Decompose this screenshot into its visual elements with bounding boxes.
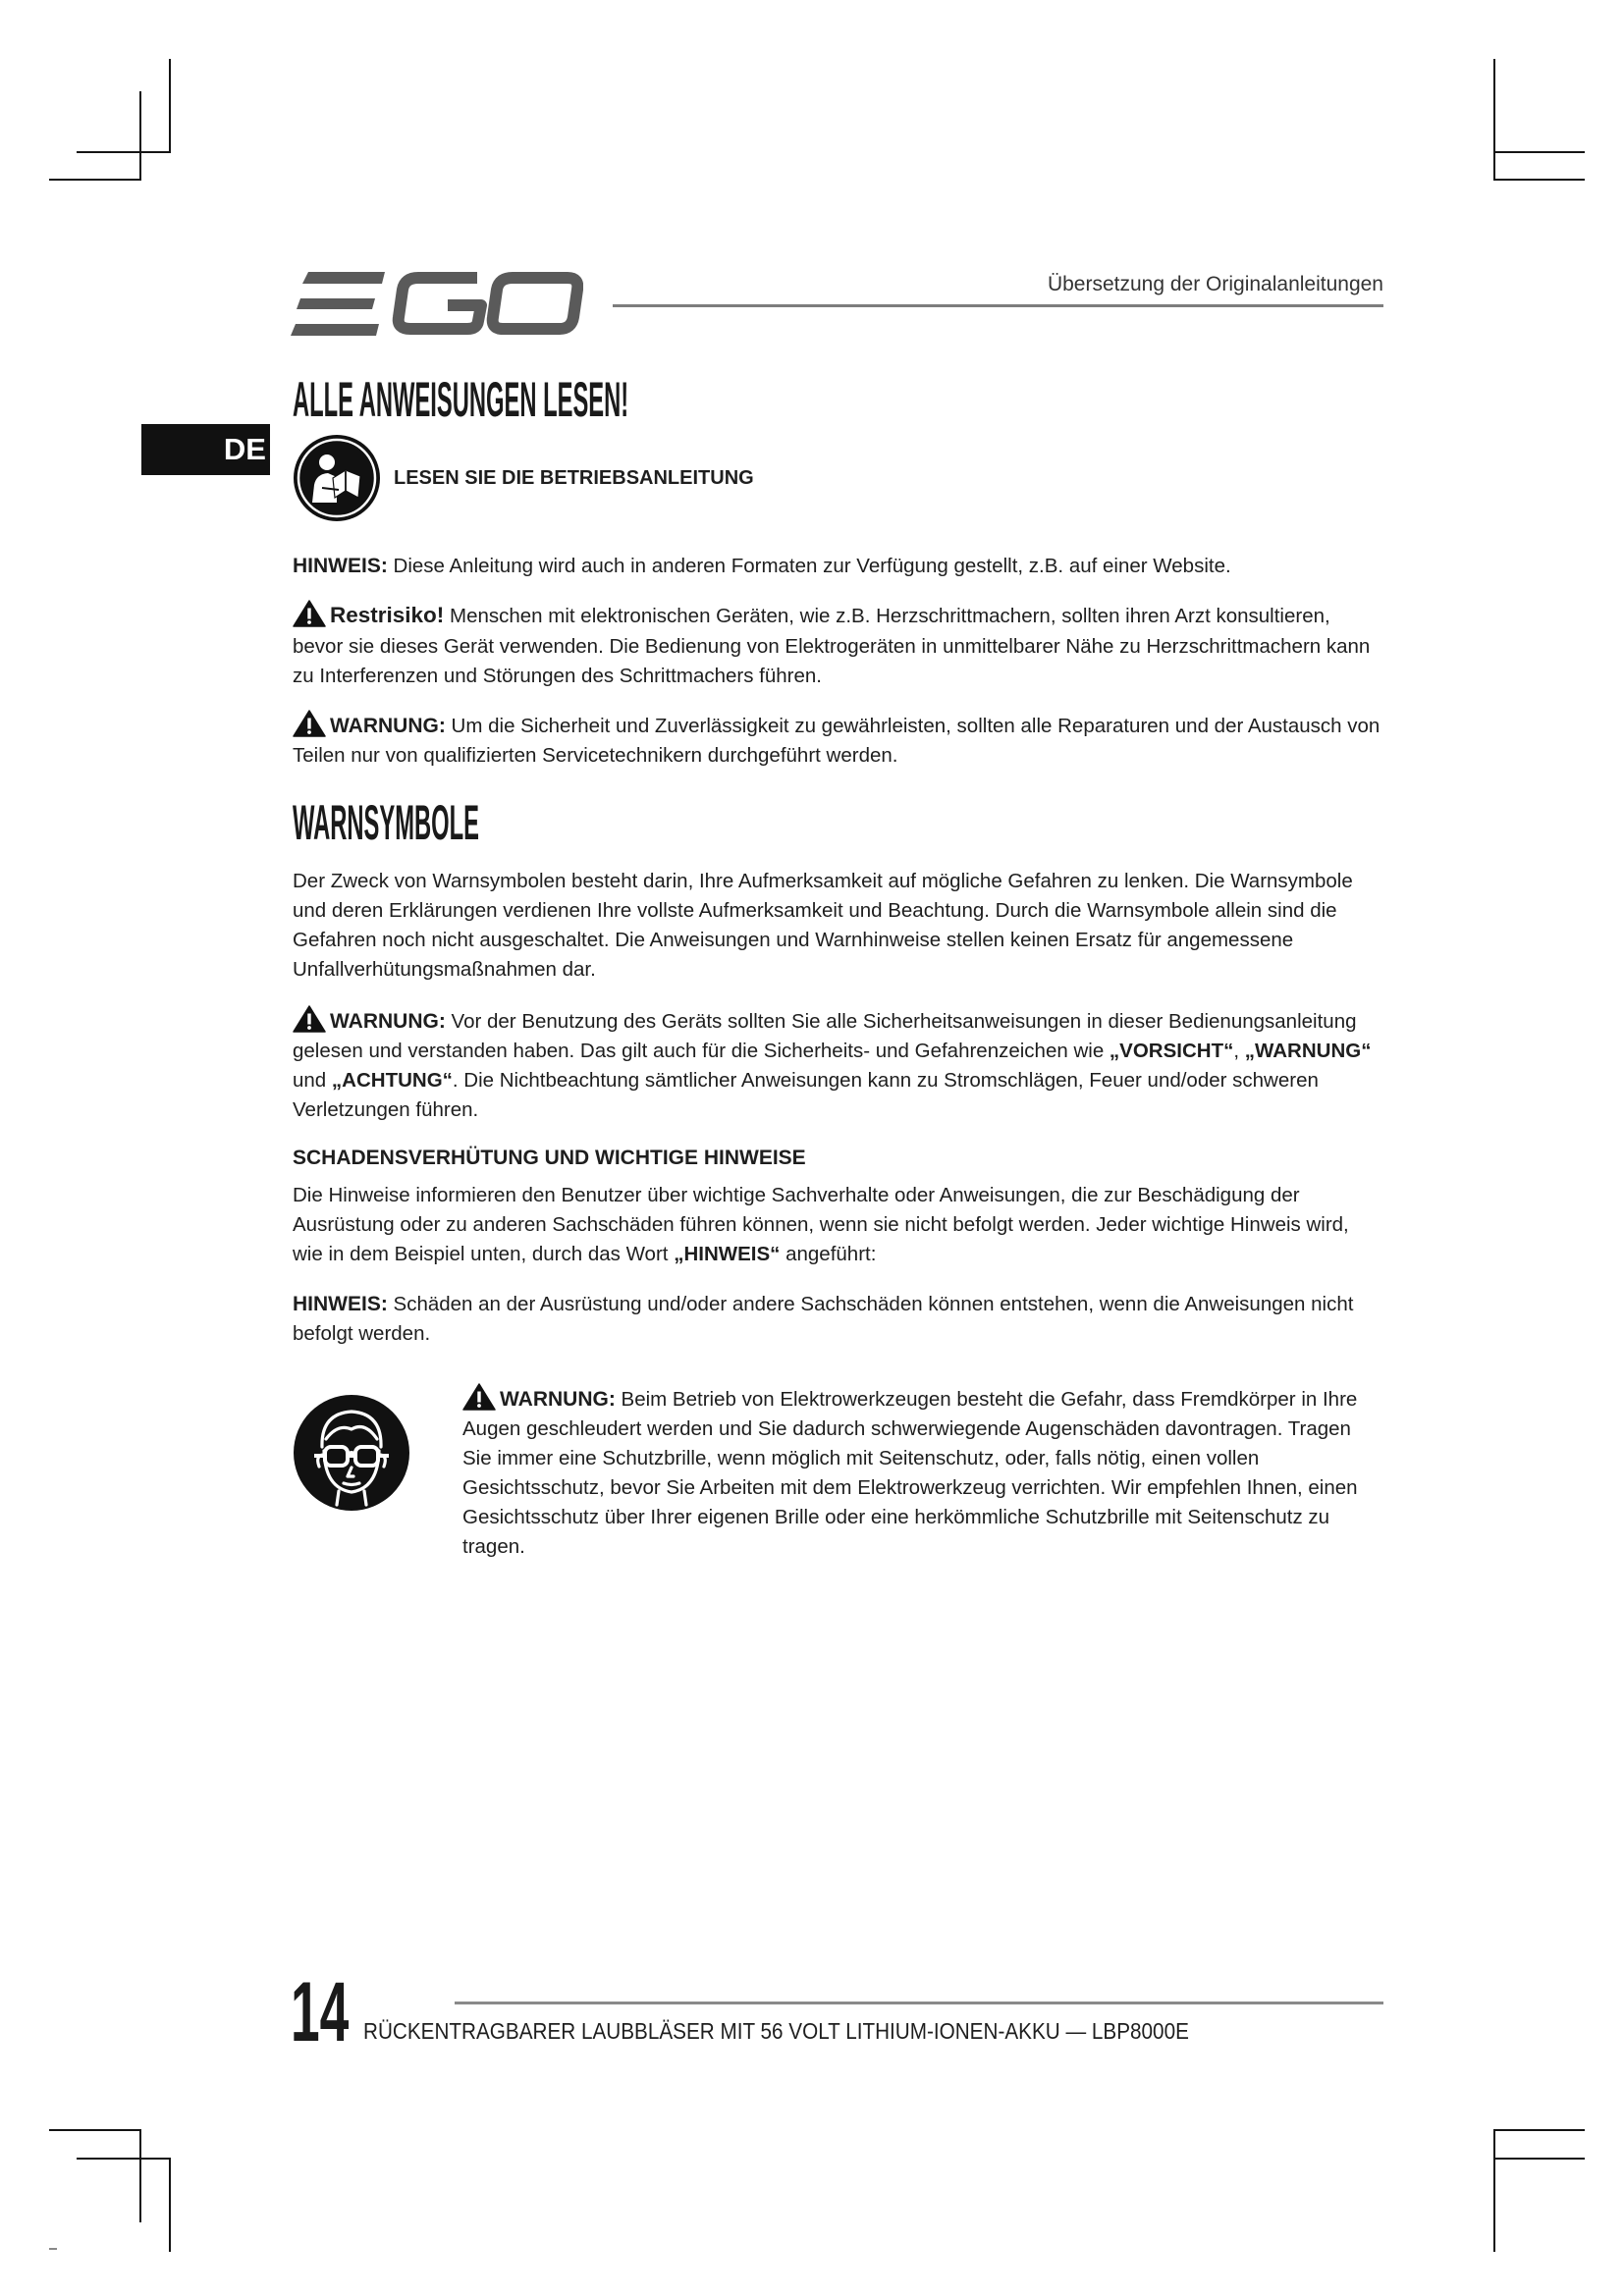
repair-warning-text: Um die Sicherheit und Zuverlässigkeit zu gewährleisten, sollten alle Reparaturen und der Austausch von Teilen nur von qualifizierten Servicetechnikern durchgeführt werden. (293, 715, 1380, 767)
warning-triangle-icon (293, 710, 326, 737)
crop-mark (77, 2158, 171, 2160)
crop-mark (1493, 2129, 1495, 2252)
crop-mark (169, 2158, 171, 2252)
damage-prevention-text (293, 1181, 1383, 1269)
manual-label: LESEN SIE DIE BETRIEBSANLEITUNG (394, 467, 754, 489)
keyword-warnung: „WARNUNG“ (1244, 1040, 1372, 1062)
header-rule (613, 304, 1383, 307)
header-subtitle: Übersetzung der Originalanleitungen (1047, 273, 1383, 295)
crop-mark (1493, 151, 1585, 153)
warning-symbols-intro: Der Zweck von Warnsymbolen besteht darin, Ihre Aufmerksamkeit auf mögliche Gefahren zu lenken. Die Warnsymbole und deren Erklärungen verdienen Ihre vollste Aufmerksamkeit und Beachtung. Durch die Warnsymbole allein sind die Gefahren noch nicht ausgeschaltet. Die Anweisungen und Warnhinweise stellen keinen Ersatz für angemessene Unfallverhütungsmaßnahmen dar. (293, 870, 1353, 981)
warning-triangle-icon (293, 1005, 326, 1033)
registration-dot (49, 2248, 57, 2250)
crop-mark (139, 91, 141, 181)
safety-warning-text: Vor der Benutzung des Geräts sollten Sie alle Sicherheitsanweisungen in dieser Bedienungsanleitung gelesen und verstanden haben. Das gilt auch für die Sicherheits- und Gefahrenzeichen wie (293, 1010, 1357, 1062)
format-notice (293, 552, 1383, 581)
notice-text: Schäden an der Ausrüstung und/oder andere Sachschäden können entstehen, wenn die Anweisungen nicht befolgt werden. (293, 1293, 1354, 1345)
footer-rule (455, 2002, 1383, 2004)
repair-warning (293, 710, 1383, 771)
crop-mark (77, 151, 171, 153)
damage-notice (293, 1290, 1383, 1349)
footer-title: RÜCKENTRAGBARER LAUBBLÄSER MIT 56 VOLT LITHIUM-IONEN-AKKU — LBP8000E (363, 2018, 1189, 2044)
safety-warning-text: , (1233, 1040, 1245, 1062)
damage-prevention-body: Die Hinweise informieren den Benutzer über wichtige Sachverhalte oder Anweisungen, die zur Beschädigung der Ausrüstung oder zu anderen Sachschäden führen können, wenn sie nicht befolgt werden. Jeder wichtige Hinweis wird, wie in dem Beispiel unten, durch das Wort (293, 1184, 1349, 1265)
warning-triangle-icon (462, 1383, 496, 1411)
eye-protection-warning (462, 1383, 1383, 1562)
section-subheading-damage-prevention: SCHADENSVERHÜTUNG UND WICHTIGE HINWEISE (293, 1147, 806, 1169)
safety-warning-text: . Die Nichtbeachtung sämtlicher Anweisungen kann zu Stromschlägen, Feuer und/oder schweren Verletzungen führen. (293, 1069, 1319, 1121)
residual-risk-text: Menschen mit elektronischen Geräten, wie z.B. Herzschrittmachern, sollten ihren Arzt konsultieren, bevor sie dieses Gerät verwenden. Die Bedienung von Elektrogeräten in unmittelbarer Nähe zu Herzschrittmachern kann zu Interferenzen und Störungen des Schrittmachers führen. (293, 605, 1371, 687)
keyword-achtung: „ACHTUNG“ (331, 1069, 453, 1092)
eye-protection-lead: WARNUNG: (500, 1388, 616, 1411)
repair-warning-lead: WARNUNG: (330, 715, 446, 737)
crop-mark (49, 2129, 141, 2131)
crop-mark (169, 59, 171, 153)
damage-prevention-body: angeführt: (780, 1243, 877, 1265)
notice-lead: HINWEIS: (293, 1293, 388, 1315)
safety-instructions-warning (293, 1005, 1383, 1125)
language-tab: DE (141, 424, 270, 475)
crop-mark (1493, 59, 1495, 181)
page-number: 14 (291, 1965, 350, 2059)
keyword-vorsicht: „VORSICHT“ (1109, 1040, 1234, 1062)
keyword-hinweis: „HINWEIS“ (674, 1243, 781, 1265)
residual-risk-lead: Restrisiko! (330, 603, 445, 627)
safety-warning-text: und (293, 1069, 332, 1092)
crop-mark (1493, 2129, 1585, 2131)
eye-protection-text: Beim Betrieb von Elektrowerkzeugen besteht die Gefahr, dass Fremdkörper in Ihre Augen geschleudert werden und Sie dadurch schwerwiegende Augenschäden davontragen. Tragen Sie immer eine Schutzbrille, wenn möglich mit Seitenschutz, oder, falls nötig, einen vollen Gesichtsschutz, bevor Sie Arbeiten mit dem Elektrowerkzeug verrichten. Wir empfehlen Ihnen, einen Gesichtsschutz über Ihrer eigenen Brille oder eine herkömmliche Schutzbrille mit Seitenschutz zu tragen. (462, 1388, 1358, 1558)
page-heading: ALLE ANWEISUNGEN LESEN! (293, 372, 629, 427)
ego-logo (291, 270, 583, 337)
crop-mark (49, 179, 141, 181)
crop-mark (139, 2129, 141, 2222)
safety-warning-lead: WARNUNG: (330, 1010, 446, 1033)
notice-lead: HINWEIS: (293, 555, 388, 577)
crop-mark (1493, 179, 1585, 181)
residual-risk-warning (293, 600, 1383, 692)
warning-triangle-icon (293, 600, 326, 627)
section-heading-warning-symbols: WARNSYMBOLE (293, 795, 479, 850)
safety-goggles-icon (293, 1394, 410, 1512)
notice-text: Diese Anleitung wird auch in anderen Formaten zur Verfügung gestellt, z.B. auf einer Website. (393, 555, 1231, 577)
crop-mark (1493, 2158, 1585, 2160)
read-manual-icon (293, 434, 381, 522)
